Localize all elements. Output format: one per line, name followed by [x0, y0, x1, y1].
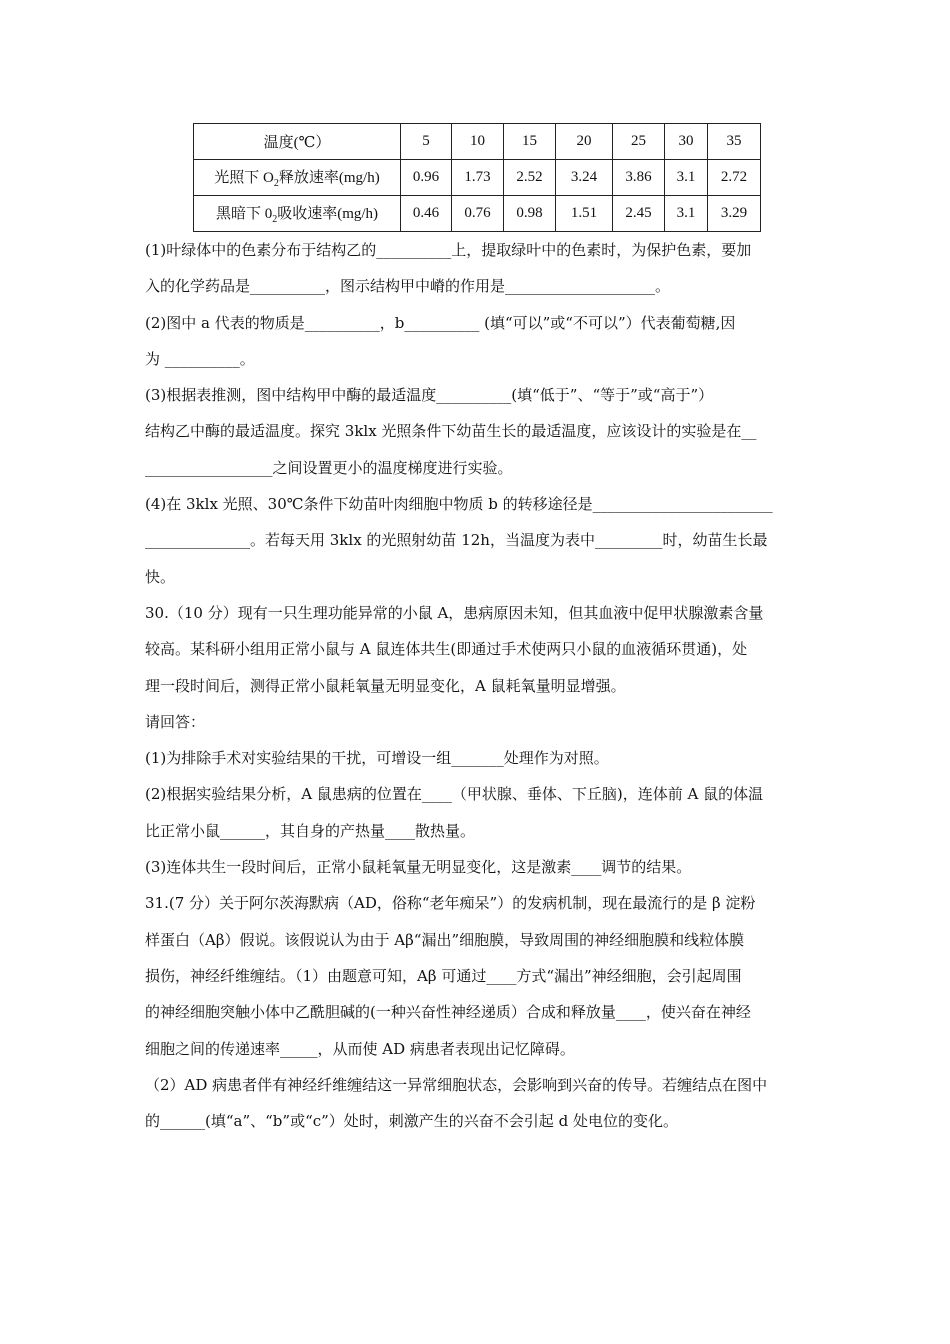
label-text: 黑暗下 0: [215, 206, 273, 222]
table-cell: 20: [556, 124, 613, 160]
table-cell: 0.98: [504, 196, 556, 232]
text-line: 请回答：: [145, 712, 206, 731]
table-header-row: [194, 124, 761, 160]
text-line: (1)为排除手术对实验结果的干扰，可增设一组_______处理作为对照。: [145, 749, 609, 768]
text-line: 理一段时间后，测得正常小鼠耗氧量无明显变化，A 鼠耗氧量明显增强。: [145, 676, 626, 695]
table-row: [194, 160, 761, 196]
table-cell: 3.24: [556, 160, 613, 196]
table-cell: 15: [504, 124, 556, 160]
text-line: 较高。某科研小组用正常小鼠与 A 鼠连体共生(即通过手术使两只小鼠的血液循环贯通)，处: [145, 640, 748, 659]
table-cell: 10: [452, 124, 504, 160]
text-line: 的______(填“a”、“b”或“c”）处时，刺激产生的兴奋不会引起 d 处电位的变化。: [145, 1112, 678, 1131]
text-line: (2)根据实验结果分析，A 鼠患病的位置在____（甲状腺、垂体、下丘脑)，连体前 A 鼠的体温: [145, 785, 764, 804]
table-cell: 25: [613, 124, 665, 160]
question-text: [145, 232, 810, 1139]
label-subscript: 2: [272, 214, 278, 225]
text-line: (2)图中 a 代表的物质是__________，b__________ (填“可以”或“不可以”）代表葡萄糖,因: [145, 313, 736, 332]
label-text: 吸收速率(mg/h): [277, 206, 379, 222]
table-cell: 2.72: [708, 160, 761, 196]
text-line: (3)根据表推测，图中结构甲中酶的最适温度__________(填“低于”、“等于”或“高于”）: [145, 386, 714, 405]
table-cell: 2.52: [504, 160, 556, 196]
text-line: _________________之间设置更小的温度梯度进行实验。: [145, 458, 513, 477]
text-line: 样蛋白（Aβ）假说。该假说认为由于 Aβ“漏出”细胞膜，导致周围的神经细胞膜和线粒体膜: [145, 930, 745, 949]
text-line: 为 __________。: [145, 349, 255, 368]
table-row-label: [194, 160, 401, 196]
text-line: (1)叶绿体中的色素分布于结构乙的__________上，提取绿叶中的色素时，为保护色素，要加: [145, 241, 752, 259]
text-line: 入的化学药品是__________，图示结构甲中嵴的作用是____________________。: [145, 277, 671, 296]
table-cell: 2.45: [613, 196, 665, 232]
table-cell: 35: [708, 124, 761, 160]
table-cell: 3.1: [665, 160, 708, 196]
label-text: 光照下 O: [214, 170, 274, 186]
text-line: 的神经细胞突触小体中乙酰胆碱的(一种兴奋性神经递质）合成和释放量____，使兴奋在神经: [145, 1003, 751, 1022]
table-cell: 0.46: [401, 196, 452, 232]
text-line: ______________。若每天用 3klx 的光照射幼苗 12h，当温度为表中_________时，幼苗生长最: [145, 531, 768, 550]
table-cell: 0.76: [452, 196, 504, 232]
label-subscript: 2: [273, 178, 279, 189]
table-cell: 30: [665, 124, 708, 160]
table-cell: 1.51: [556, 196, 613, 232]
text-line: (3)连体共生一段时间后，正常小鼠耗氧量无明显变化，这是激素____调节的结果。: [145, 858, 692, 877]
temperature-rate-table: [193, 123, 761, 232]
table-cell: 0.96: [401, 160, 452, 196]
text-line: （2）AD 病患者伴有神经纤维缠结这一异常细胞状态，会影响到兴奋的传导。若缠结点在图中: [145, 1075, 768, 1094]
text-line: 损伤，神经纤维缠结。（1）由题意可知，Aβ 可通过____方式“漏出”神经细胞，会引起周围: [145, 966, 742, 985]
table-cell: 3.1: [665, 196, 708, 232]
table-header-label: 温度(℃）: [194, 124, 401, 160]
table-row-label: [194, 196, 401, 232]
text-line: 细胞之间的传递速率_____，从而使 AD 病患者表现出记忆障碍。: [145, 1039, 575, 1058]
text-line: 31.(7 分）关于阿尔茨海默病（AD，俗称“老年痴呆”）的发病机制，现在最流行的是 β 淀粉: [145, 894, 756, 913]
table-cell: 3.29: [708, 196, 761, 232]
label-text: 释放速率(mg/h): [278, 170, 380, 186]
table-cell: 1.73: [452, 160, 504, 196]
text-line: 结构乙中酶的最适温度。探究 3klx 光照条件下幼苗生长的最适温度，应该设计的实验是在__: [145, 422, 757, 441]
text-line: 30.（10 分）现有一只生理功能异常的小鼠 A，患病原因未知，但其血液中促甲状腺激素含量: [145, 603, 764, 622]
text-line: 快。: [145, 567, 176, 586]
table-cell: 5: [401, 124, 452, 160]
table-cell: 3.86: [613, 160, 665, 196]
table-row: [194, 196, 761, 232]
text-line: 比正常小鼠______，其自身的产热量____散热量。: [145, 821, 476, 840]
text-line: (4)在 3klx 光照、30℃条件下幼苗叶肉细胞中物质 b 的转移途径是________________________: [145, 495, 773, 514]
